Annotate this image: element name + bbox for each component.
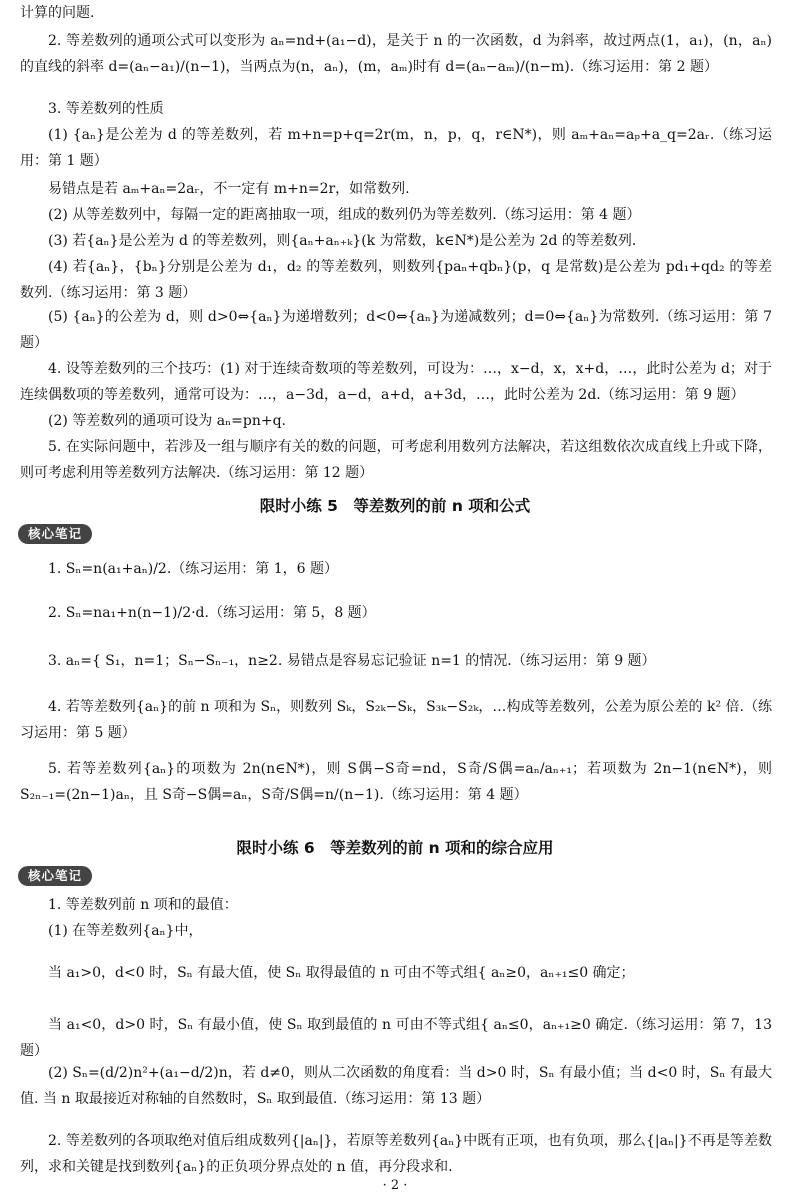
para-property-5: (5) {aₙ}的公差为 d，则 d>0⇔{aₙ}为递增数列；d<0⇔{aₙ}为递减数列；d=0⇔{aₙ}为常数列.（练习运用：第 7 题） [20,309,772,351]
para-general-term-form: (2) 等差数列的通项可设为 aₙ=pn+q. [48,413,286,429]
para-pitfall-1: 易错点是若 aₘ+aₙ=2aᵣ，不一定有 m+n=2r，如常数列. [48,181,410,197]
para-practical-problems: 5. 在实际问题中，若涉及一组与顺序有关的数的问题，可考虑利用数列方法解决，若这组数依次成直线上升或下降，则可考虑利用等差数列方法解决.（练习运用：第 12 题） [20,439,772,481]
para-sum-formula-1: 1. Sₙ=n(a₁+aₙ)/2.（练习运用：第 1，6 题） [48,561,339,577]
para-absolute-values: 2. 等差数列的各项取绝对值后组成数列{|aₙ|}，若原等差数列{aₙ}中既有正项，也有负项，那么{|aₙ|}不再是等差数列，求和关键是找到数列{aₙ}的正负项分界点处的 n 值，再分段求和. [20,1133,772,1175]
page-number: · 2 · [382,1178,408,1193]
para-top-0: 计算的问题. [20,5,95,21]
core-notes-badge-6: 核心笔记 [18,866,92,886]
para-max-case: 当 a₁>0，d<0 时，Sₙ 有最大值，使 Sₙ 取得最值的 n 可由不等式组{ aₙ≥0，aₙ₊₁≤0 确定； [48,965,635,981]
para-odd-even-sums: 5. 若等差数列{aₙ}的项数为 2n(n∈N*)，则 S偶−S奇=nd，S奇/S偶=aₙ/aₙ₊₁；若项数为 2n−1(n∈N*)，则 S₂ₙ₋₁=(2n−1)aₙ，且 S奇−S偶=aₙ，S奇/S偶=n/(n−1).（练习运用：第 4 题） [20,761,772,803]
para-property-1: (1) {aₙ}是公差为 d 的等差数列，若 m+n=p+q=2r(m，n，p，q，r∈N*)，则 aₘ+aₙ=aₚ+a_q=2aᵣ.（练习运用：第 1 题） [20,127,772,169]
para-properties-heading: 3. 等差数列的性质 [48,101,164,117]
para-property-4: (4) 若{aₙ}，{bₙ}分别是公差为 d₁，d₂ 的等差数列，则数列{paₙ+qbₙ}(p，q 是常数)是公差为 pd₁+qd₂ 的等差数列.（练习运用：第 3 题） [20,259,772,301]
para-min-case: 当 a₁<0，d>0 时，Sₙ 有最小值，使 Sₙ 取到最值的 n 可由不等式组{ aₙ≤0，aₙ₊₁≥0 确定.（练习运用：第 7，13 题） [20,1017,772,1059]
para-general-term-slope: 2. 等差数列的通项公式可以变形为 aₙ=nd+(a₁−d)，是关于 n 的一次函数，d 为斜率，故过两点(1，a₁)，(n，aₙ)的直线的斜率 d=(aₙ−a₁)/(n−1)，当两点为(n，aₙ)，(m，aₘ)时有 d=(aₙ−aₘ)/(n−m).（练习运用：第 2 题） [20,33,772,75]
para-sum-formula-2: 2. Sₙ=na₁+n(n−1)/2·d.（练习运用：第 5，8 题） [48,605,376,621]
para-property-2: (2) 从等差数列中，每隔一定的距离抽取一项，组成的数列仍为等差数列.（练习运用：第 4 题） [48,207,641,223]
para-sum-extrema: 1. 等差数列前 n 项和的最值： [48,897,238,913]
para-quadratic-view: (2) Sₙ=(d/2)n²+(a₁−d/2)n，若 d≠0，则从二次函数的角度看：当 d>0 时，Sₙ 有最小值；当 d<0 时，Sₙ 有最大值. 当 n 取最接近对称轴的自然数时，Sₙ 取到最值.（练习运用：第 13 题） [20,1065,772,1107]
section-title-5: 限时小练 5 等差数列的前 n 项和公式 [259,497,531,515]
section-title-6: 限时小练 6 等差数列的前 n 项和的综合应用 [236,839,554,857]
para-sum-formula-3: 3. aₙ={ S₁，n=1；Sₙ−Sₙ₋₁，n≥2. 易错点是容易忘记验证 n=1 的情况.（练习运用：第 9 题） [48,653,656,669]
para-three-tricks: 4. 设等差数列的三个技巧：(1) 对于连续奇数项的等差数列，可设为：…，x−d，x，x+d，…，此时公差为 d；对于连续偶数项的等差数列，通常可设为：…，a−3d，a−d，a+d，a+3d，…，此时公差为 2d.（练习运用：第 9 题） [20,361,772,403]
core-notes-badge-5: 核心笔记 [18,524,92,544]
para-property-3: (3) 若{aₙ}是公差为 d 的等差数列，则{aₙ+aₙ₊ₖ}(k 为常数，k∈N*)是公差为 2d 的等差数列. [48,233,637,249]
para-in-sequence: (1) 在等差数列{aₙ}中， [48,923,203,939]
para-sum-segments: 4. 若等差数列{aₙ}的前 n 项和为 Sₙ，则数列 Sₖ，S₂ₖ−Sₖ，S₃ₖ−S₂ₖ，…构成等差数列，公差为原公差的 k² 倍.（练习运用：第 5 题） [20,699,772,741]
